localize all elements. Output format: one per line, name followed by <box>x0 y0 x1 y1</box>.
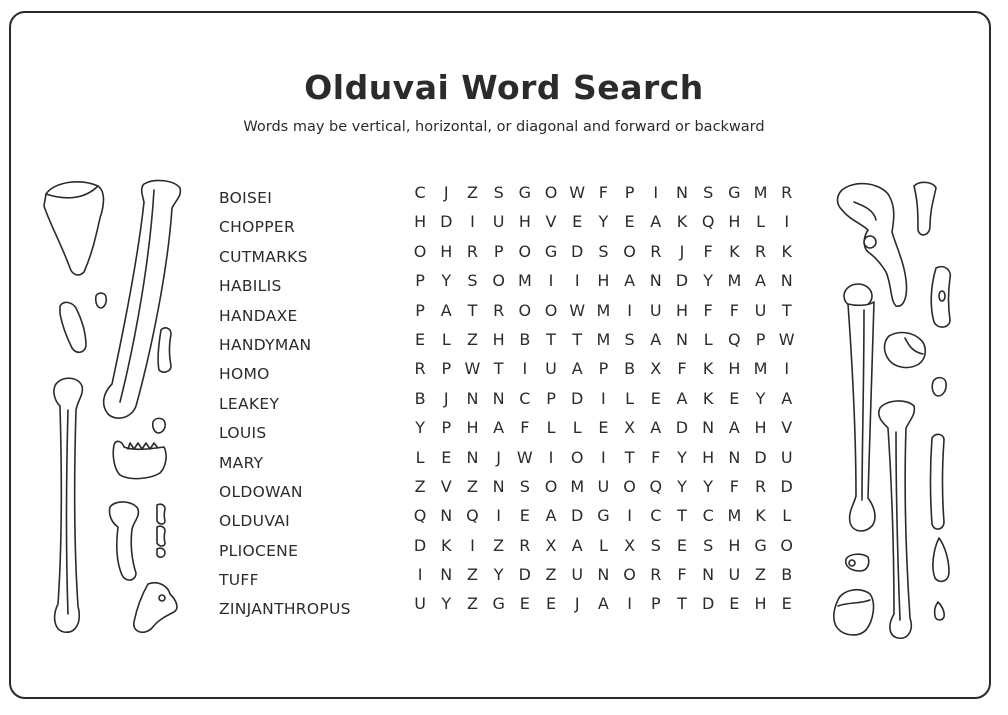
grid-letter[interactable]: L <box>572 418 582 438</box>
grid-letter[interactable]: A <box>545 506 557 526</box>
grid-letter[interactable]: J <box>443 388 449 408</box>
grid-letter[interactable]: F <box>703 241 713 261</box>
grid-letter[interactable]: L <box>782 506 792 526</box>
grid-letter[interactable]: B <box>781 565 793 585</box>
word-item: TUFF <box>219 571 259 590</box>
grid-letter[interactable]: E <box>598 418 609 438</box>
word-item: HABILIS <box>219 277 282 296</box>
grid-letter[interactable]: Q <box>413 506 427 526</box>
grid-letter[interactable]: B <box>414 388 426 408</box>
grid-letter[interactable]: H <box>702 447 715 467</box>
grid-letter[interactable]: Z <box>466 183 478 202</box>
grid-letter[interactable]: F <box>677 359 687 379</box>
grid-letter[interactable]: M <box>727 506 742 526</box>
grid-letter[interactable]: Q <box>701 212 715 232</box>
grid-letter[interactable]: D <box>518 565 531 585</box>
grid-letter[interactable]: M <box>596 329 611 349</box>
grid-letter[interactable]: P <box>441 359 452 379</box>
grid-letter[interactable]: T <box>677 506 687 526</box>
grid-letter[interactable]: Z <box>466 476 478 496</box>
grid-letter[interactable]: D <box>571 241 584 261</box>
grid-letter[interactable]: K <box>755 506 766 526</box>
grid-letter[interactable]: Q <box>728 329 741 349</box>
grid-letter[interactable]: B <box>624 359 636 379</box>
grid-letter[interactable]: I <box>601 388 606 408</box>
bone-fragment-icon <box>106 499 142 587</box>
grid-letter[interactable]: T <box>781 300 792 320</box>
grid-letter[interactable]: W <box>778 329 795 349</box>
grid-letter[interactable]: F <box>703 300 713 320</box>
grid-letter[interactable]: W <box>464 359 481 379</box>
jaw-fragment-icon <box>110 437 170 487</box>
grid-letter[interactable]: T <box>467 300 478 320</box>
grid-letter[interactable]: U <box>728 565 741 585</box>
grid-letter[interactable]: P <box>441 418 452 438</box>
grid-letter[interactable]: S <box>467 271 478 291</box>
grid-letter[interactable]: V <box>781 418 793 438</box>
word-item: OLDUVAI <box>219 512 291 531</box>
grid-letter[interactable]: E <box>729 388 740 408</box>
word-item: HOMO <box>219 365 270 384</box>
grid-letter[interactable]: H <box>492 329 505 349</box>
grid-letter[interactable]: X <box>650 359 662 379</box>
finger-bone-icon <box>150 503 172 565</box>
grid-letter[interactable]: R <box>754 241 767 261</box>
grid-letter[interactable]: E <box>624 212 635 232</box>
grid-letter[interactable]: I <box>627 594 632 614</box>
grid-letter[interactable]: N <box>492 388 505 408</box>
grid-letter[interactable]: U <box>754 300 767 320</box>
grid-letter[interactable]: S <box>624 329 635 349</box>
grid-letter[interactable]: R <box>650 241 662 261</box>
grid-letter[interactable]: I <box>548 271 554 291</box>
grid-letter[interactable]: U <box>571 565 584 585</box>
grid-letter[interactable]: E <box>545 594 557 614</box>
grid-letter[interactable]: D <box>440 212 453 232</box>
grid-letter[interactable]: H <box>754 418 767 438</box>
grid-letter[interactable]: Y <box>493 565 504 585</box>
grid-letter[interactable]: H <box>728 359 741 379</box>
bone-fragment-icon <box>926 264 956 334</box>
grid-letter[interactable]: N <box>466 388 479 408</box>
grid-letter[interactable]: U <box>414 594 426 614</box>
grid-letter[interactable]: Z <box>466 594 478 614</box>
grid-letter[interactable]: O <box>413 241 427 261</box>
grid-letter[interactable]: L <box>546 418 556 438</box>
long-bone-icon <box>96 178 186 427</box>
grid-letter[interactable]: M <box>727 271 742 291</box>
grid-letter[interactable]: D <box>754 447 767 467</box>
grid-letter[interactable]: K <box>781 241 792 261</box>
grid-letter[interactable]: G <box>492 594 505 614</box>
grid-letter[interactable]: L <box>703 329 713 349</box>
grid-letter[interactable]: S <box>598 241 609 261</box>
grid-letter[interactable]: K <box>441 535 452 555</box>
grid-letter[interactable]: T <box>677 594 687 614</box>
grid-letter[interactable]: Y <box>441 271 452 291</box>
grid-letter[interactable]: E <box>729 594 740 614</box>
grid-letter[interactable]: T <box>572 329 583 349</box>
grid-letter[interactable]: I <box>470 212 475 232</box>
grid-letter[interactable]: H <box>414 212 427 232</box>
grid-letter[interactable]: O <box>780 535 794 555</box>
grid-letter[interactable]: G <box>597 506 610 526</box>
word-item: CUTMARKS <box>219 247 308 266</box>
grid-letter[interactable]: I <box>601 447 606 467</box>
grid-letter[interactable]: S <box>703 535 714 555</box>
grid-letter[interactable]: R <box>493 300 505 320</box>
grid-letter[interactable]: H <box>675 300 688 320</box>
grid-letter[interactable]: O <box>623 241 636 261</box>
grid-letter[interactable]: N <box>649 271 662 291</box>
grid-letter[interactable]: W <box>569 300 586 320</box>
long-bone-icon <box>48 376 92 642</box>
grid-letter[interactable]: N <box>675 329 688 349</box>
grid-letter[interactable]: S <box>650 535 661 555</box>
grid-letter[interactable]: J <box>443 183 449 202</box>
grid-letter[interactable]: E <box>519 506 530 526</box>
instructions: Words may be vertical, horizontal, or diagonal and forward or backward <box>243 119 765 135</box>
grid-letter[interactable]: S <box>519 476 530 496</box>
grid-letter[interactable]: A <box>571 359 583 379</box>
grid-letter[interactable]: D <box>571 388 584 408</box>
finger-bone-icon <box>155 326 175 378</box>
grid-letter[interactable]: E <box>519 594 530 614</box>
grid-letter[interactable]: A <box>493 418 505 438</box>
bone-fragment-icon <box>56 298 90 360</box>
grid-letter[interactable]: O <box>623 476 636 496</box>
grid-letter[interactable]: V <box>440 476 452 496</box>
grid-letter[interactable]: O <box>544 476 558 496</box>
grid-letter[interactable]: F <box>598 183 608 202</box>
grid-letter[interactable]: N <box>597 565 610 585</box>
grid-letter[interactable]: W <box>569 183 586 202</box>
word-item: HANDAXE <box>219 306 298 325</box>
grid-letter[interactable]: H <box>728 212 741 232</box>
grid-letter[interactable]: N <box>675 183 688 202</box>
grid-letter[interactable]: J <box>574 594 580 614</box>
grid-letter[interactable]: L <box>415 447 425 467</box>
grid-letter[interactable]: P <box>598 359 609 379</box>
grid-letter[interactable]: U <box>597 476 610 496</box>
grid-letter[interactable]: G <box>754 535 767 555</box>
grid-letter[interactable]: M <box>517 271 532 291</box>
grid-letter[interactable]: K <box>676 212 688 232</box>
grid-letter[interactable]: N <box>728 447 741 467</box>
grid-letter[interactable]: T <box>624 447 635 467</box>
grid-letter[interactable]: U <box>649 300 662 320</box>
grid-letter[interactable]: Q <box>649 476 663 496</box>
grid-letter[interactable]: E <box>572 212 583 232</box>
grid-letter[interactable]: P <box>415 300 425 320</box>
grid-letter[interactable]: A <box>728 418 740 438</box>
grid-letter[interactable]: Y <box>703 476 714 496</box>
grid-letter[interactable]: C <box>650 506 662 526</box>
grid-letter[interactable]: E <box>650 388 661 408</box>
page-title: Olduvai Word Search <box>304 68 704 107</box>
grid-letter[interactable]: Y <box>677 447 687 467</box>
grid-letter[interactable]: D <box>571 506 584 526</box>
grid-letter[interactable]: H <box>440 241 453 261</box>
tooth-icon <box>842 551 872 579</box>
word-item: BOISEI <box>219 189 273 207</box>
grid-letter[interactable]: H <box>597 271 610 291</box>
grid-letter[interactable]: H <box>754 594 767 614</box>
grid-letter[interactable]: R <box>650 565 662 585</box>
grid-letter[interactable]: J <box>496 447 502 467</box>
grid-letter[interactable]: D <box>780 476 793 496</box>
grid-letter[interactable]: N <box>440 565 453 585</box>
grid-letter[interactable]: N <box>702 418 715 438</box>
tibia-icon <box>874 398 922 646</box>
grid-letter[interactable]: R <box>466 241 479 261</box>
grid-letter[interactable]: K <box>702 388 714 408</box>
word-item: PLIOCENE <box>219 541 299 560</box>
grid-letter[interactable]: U <box>492 212 505 232</box>
grid-letter[interactable]: X <box>624 418 636 438</box>
letter-grid <box>407 178 800 619</box>
grid-letter[interactable]: O <box>492 271 505 291</box>
grid-letter[interactable]: F <box>729 476 739 496</box>
grid-letter[interactable]: F <box>520 418 530 438</box>
grid-letter[interactable]: I <box>548 447 554 467</box>
word-item: LOUIS <box>219 424 267 443</box>
grid-letter[interactable]: I <box>470 535 475 555</box>
word-item: ZINJANTHROPUS <box>219 600 351 619</box>
grid-letter[interactable]: Z <box>545 565 557 585</box>
grid-letter[interactable]: E <box>415 329 426 349</box>
grid-letter[interactable]: S <box>493 183 504 202</box>
grid-letter[interactable]: A <box>676 388 688 408</box>
grid-letter[interactable]: G <box>728 183 741 202</box>
word-item: CHOPPER <box>219 218 296 237</box>
grid-letter[interactable]: O <box>518 300 532 320</box>
grid-letter[interactable]: U <box>545 359 557 379</box>
grid-letter[interactable]: I <box>496 506 502 526</box>
word-item: LEAKEY <box>219 394 280 413</box>
grid-letter[interactable]: P <box>755 329 766 349</box>
tooth-icon <box>929 376 949 404</box>
grid-letter[interactable]: T <box>493 359 504 379</box>
grid-letter[interactable]: P <box>415 271 425 291</box>
grid-letter[interactable]: Z <box>466 329 478 349</box>
grid-letter[interactable]: P <box>546 388 556 408</box>
grid-letter[interactable]: O <box>544 183 558 202</box>
grid-letter[interactable]: T <box>546 329 556 349</box>
grid-letter[interactable]: L <box>756 212 765 232</box>
grid-letter[interactable]: Y <box>415 418 425 438</box>
grid-letter[interactable]: I <box>784 359 790 379</box>
grid-letter[interactable]: C <box>414 183 426 202</box>
grid-letter[interactable]: Z <box>466 565 478 585</box>
grid-letter[interactable]: Z <box>493 535 505 555</box>
grid-letter[interactable]: L <box>625 388 635 408</box>
finger-bone-icon <box>926 432 950 536</box>
grid-letter[interactable]: U <box>780 447 793 467</box>
grid-letter[interactable]: A <box>781 388 793 408</box>
grid-letter[interactable]: N <box>780 271 793 291</box>
grid-letter[interactable]: A <box>571 535 583 555</box>
grid-letter[interactable]: A <box>624 271 636 291</box>
grid-letter[interactable]: R <box>519 535 531 555</box>
grid-letter[interactable]: M <box>753 359 768 379</box>
grid-letter[interactable]: X <box>624 535 636 555</box>
grid-letter[interactable]: N <box>492 476 505 496</box>
tooth-icon <box>932 600 948 626</box>
grid-letter[interactable]: X <box>545 535 557 555</box>
grid-letter[interactable]: Z <box>755 565 767 585</box>
grid-letter[interactable]: A <box>650 329 662 349</box>
grid-letter[interactable]: D <box>675 418 689 438</box>
grid-letter[interactable]: M <box>570 476 585 496</box>
grid-letter[interactable]: O <box>623 565 636 585</box>
grid-letter[interactable]: P <box>493 241 504 261</box>
grid-letter[interactable]: G <box>518 183 532 202</box>
tooth-icon <box>93 292 109 314</box>
grid-letter[interactable]: N <box>466 447 479 467</box>
grid-letter[interactable]: F <box>651 447 661 467</box>
grid-letter[interactable]: Y <box>441 594 452 614</box>
grid-letter[interactable]: R <box>754 476 767 496</box>
grid-letter[interactable]: I <box>574 271 580 291</box>
skull-fragment-icon <box>832 586 876 642</box>
grid-letter[interactable]: A <box>650 212 662 232</box>
grid-letter[interactable]: A <box>597 594 609 614</box>
grid-letter[interactable]: Y <box>677 476 687 496</box>
grid-letter[interactable]: J <box>679 241 685 261</box>
grid-letter[interactable]: A <box>755 271 766 291</box>
grid-letter[interactable]: H <box>466 418 479 438</box>
grid-letter[interactable]: Y <box>703 271 714 291</box>
grid-letter[interactable]: W <box>516 447 533 467</box>
grid-letter[interactable]: P <box>624 183 635 202</box>
grid-letter[interactable]: F <box>677 565 687 585</box>
grid-letter[interactable]: E <box>441 447 452 467</box>
grid-letter[interactable]: S <box>703 183 714 202</box>
grid-letter[interactable]: I <box>627 506 632 526</box>
grid-letter[interactable]: Y <box>755 388 766 408</box>
bone-fragment-icon <box>929 536 953 590</box>
word-list <box>219 184 351 625</box>
bone-fragment-icon <box>883 330 931 374</box>
grid-letter[interactable]: E <box>676 535 688 555</box>
grid-letter[interactable]: Y <box>598 212 609 232</box>
grid-letter[interactable]: A <box>440 300 452 320</box>
grid-letter[interactable]: R <box>781 183 793 202</box>
grid-letter[interactable]: L <box>441 329 451 349</box>
grid-letter[interactable]: G <box>544 241 558 261</box>
grid-letter[interactable]: B <box>519 329 531 349</box>
grid-letter[interactable]: M <box>753 183 768 202</box>
grid-letter[interactable]: V <box>545 212 557 232</box>
grid-letter[interactable]: I <box>522 359 528 379</box>
word-item: HANDYMAN <box>219 335 312 354</box>
grid-letter[interactable]: M <box>596 300 611 320</box>
grid-letter[interactable]: D <box>413 535 427 555</box>
grid-letter[interactable]: I <box>417 565 423 585</box>
grid-letter[interactable]: I <box>784 212 790 232</box>
grid-letter[interactable]: A <box>650 418 662 438</box>
grid-letter[interactable]: E <box>781 594 792 614</box>
finger-bone-icon <box>910 180 940 244</box>
grid-letter[interactable]: K <box>729 241 740 261</box>
grid-letter[interactable]: N <box>440 506 453 526</box>
grid-letter[interactable]: L <box>598 535 608 555</box>
word-item: OLDOWAN <box>219 482 303 501</box>
grid-letter[interactable]: Q <box>466 506 479 526</box>
grid-letter[interactable]: N <box>702 565 715 585</box>
grid-letter[interactable]: P <box>650 594 661 614</box>
grid-letter[interactable]: O <box>518 241 532 261</box>
grid-letter[interactable]: H <box>728 535 741 555</box>
grid-letter[interactable]: F <box>729 300 739 320</box>
grid-letter[interactable]: Z <box>414 476 426 496</box>
grid-letter[interactable]: O <box>544 300 558 320</box>
grid-letter[interactable]: C <box>519 388 531 408</box>
grid-letter[interactable]: H <box>518 212 531 232</box>
grid-letter[interactable]: R <box>414 359 426 379</box>
grid-letter[interactable]: D <box>675 271 689 291</box>
grid-letter[interactable]: C <box>702 506 714 526</box>
grid-letter[interactable]: K <box>702 359 714 379</box>
grid-letter[interactable]: I <box>653 183 659 202</box>
tooth-icon <box>150 417 168 439</box>
bone-fragment-icon <box>128 580 182 640</box>
grid-letter[interactable]: O <box>570 447 584 467</box>
word-item: MARY <box>219 453 264 472</box>
grid-letter[interactable]: D <box>701 594 715 614</box>
grid-letter[interactable]: I <box>627 300 632 320</box>
